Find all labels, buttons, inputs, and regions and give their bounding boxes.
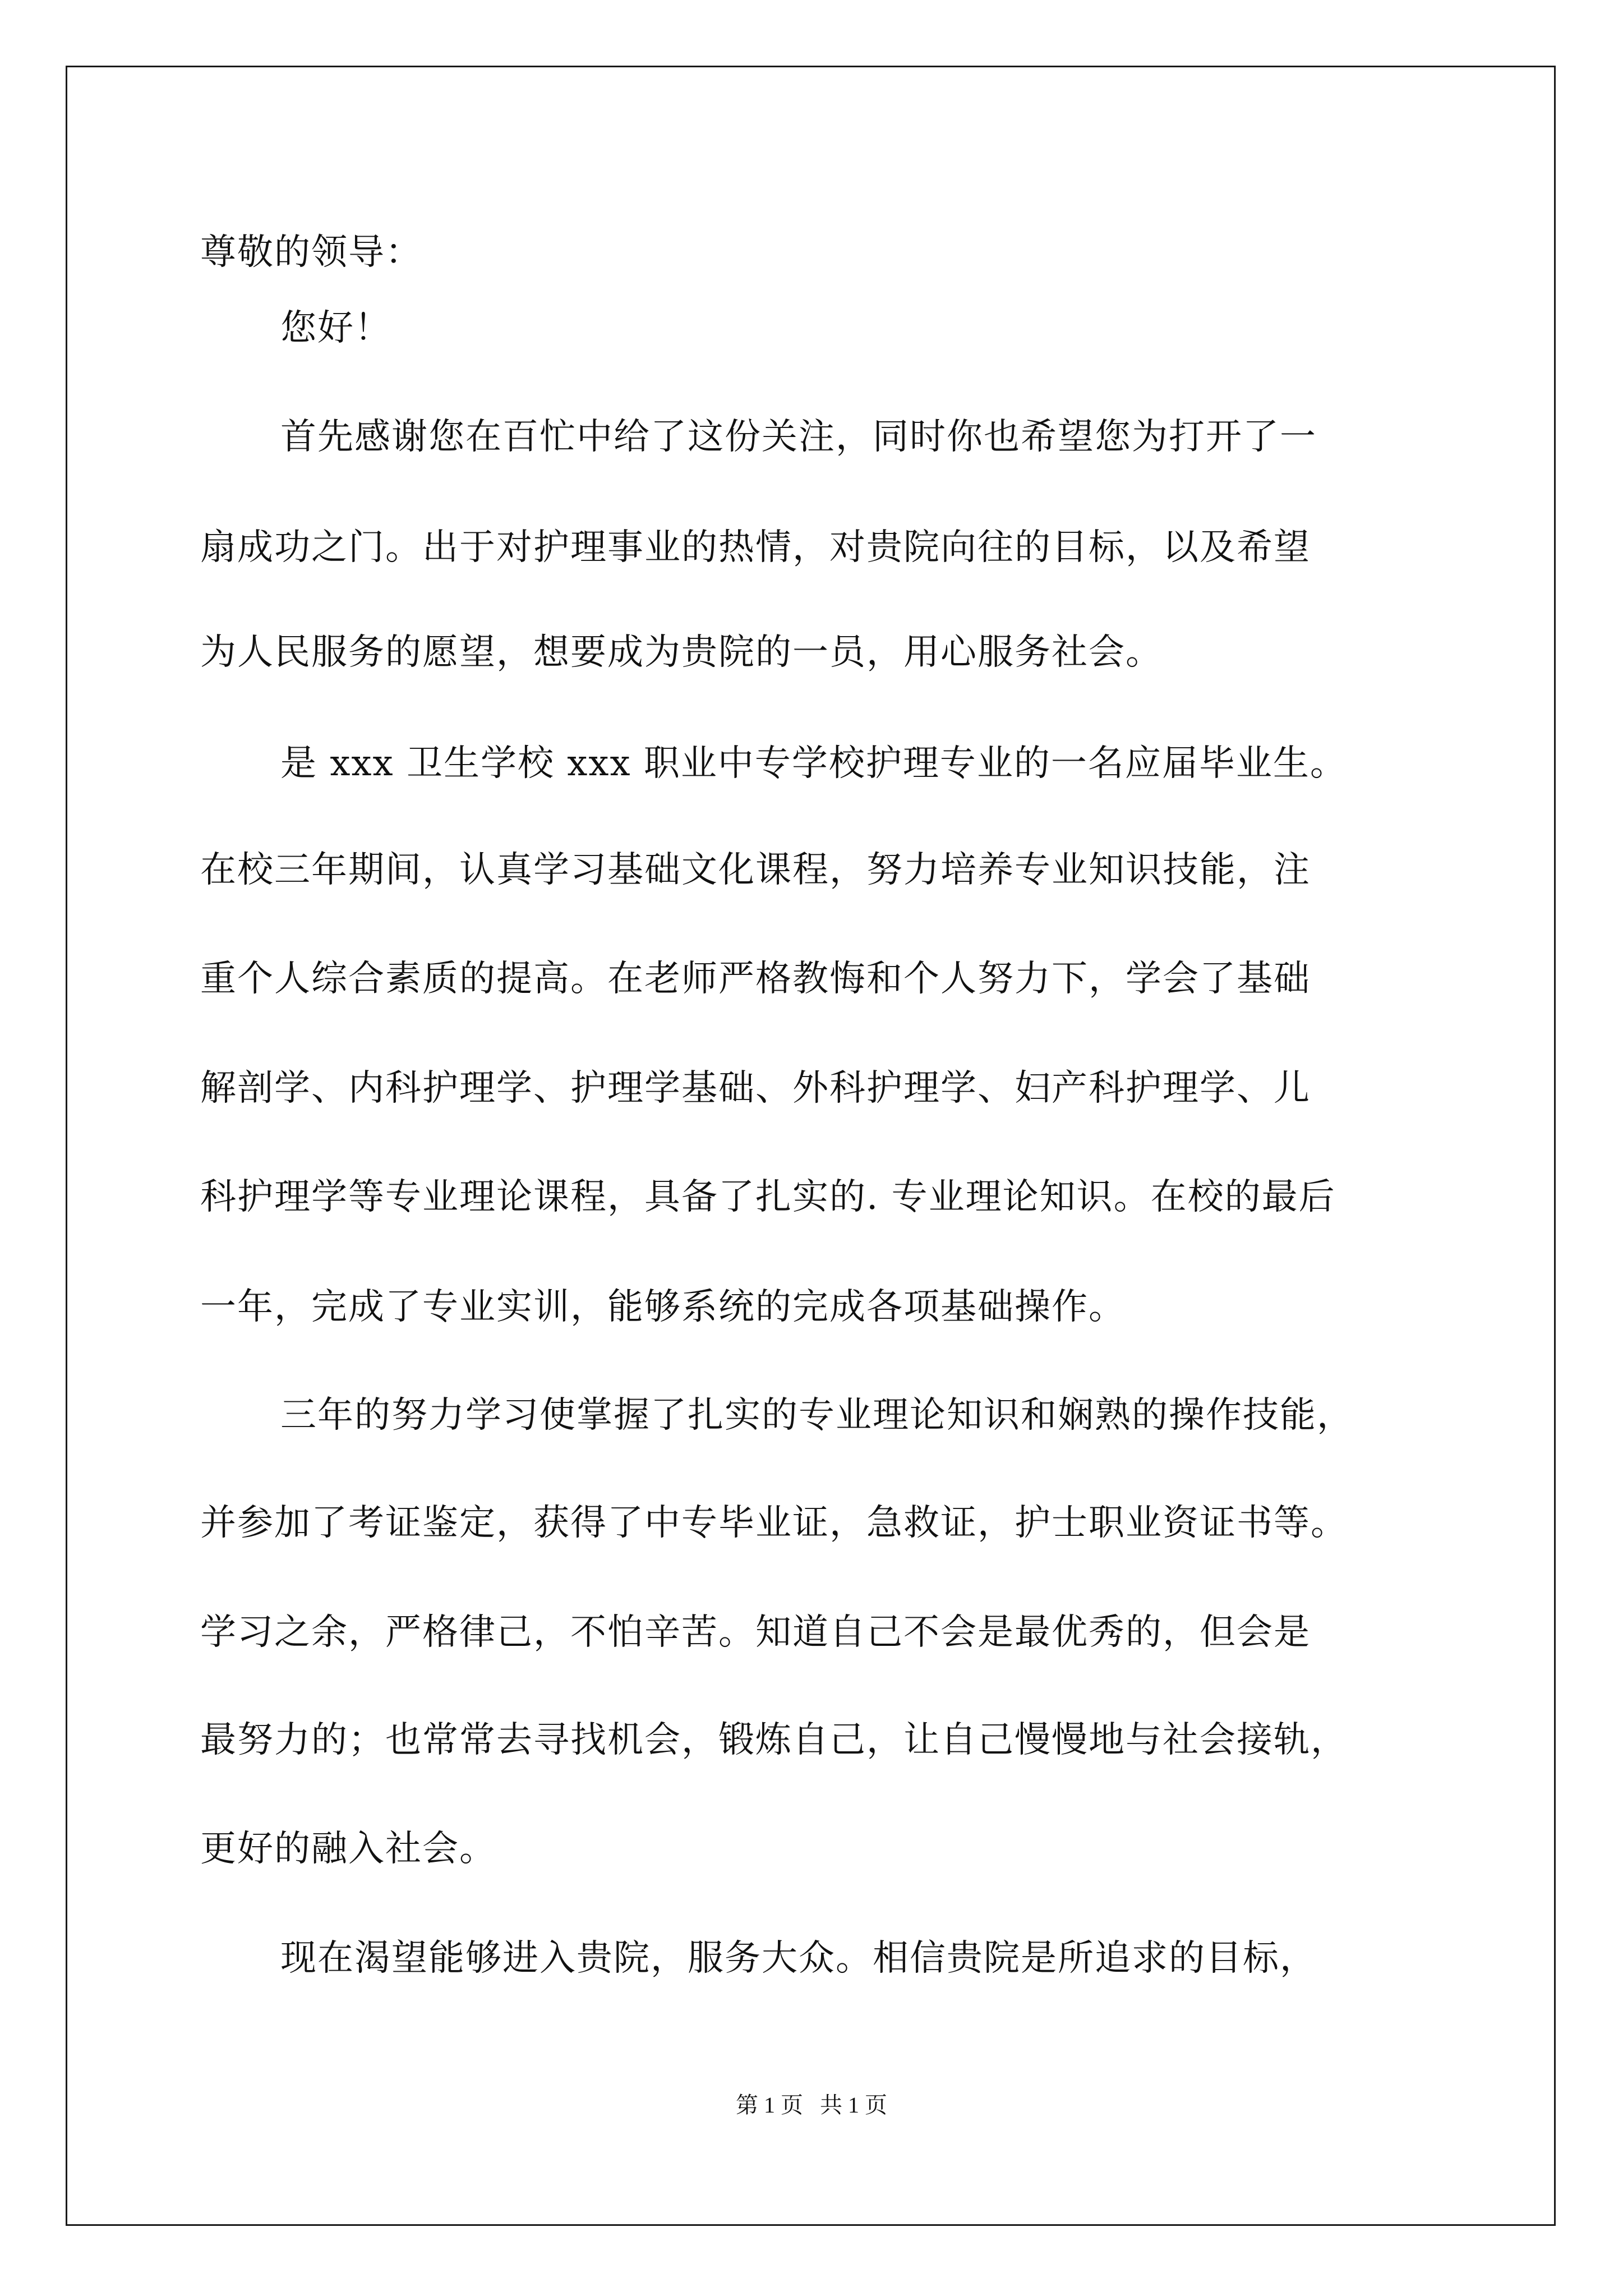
text-line: 重个人综合素质的提高。在老师严格教悔和个人努力下，学会了基础 [200,958,1311,1000]
text-line: 扇成功之门。出于对护理事业的热情，对贵院向往的目标，以及希望 [200,527,1311,568]
page-border [66,66,1556,2226]
text-line: 更好的融入社会。 [200,1828,496,1870]
text-line: 是 xxx 卫生学校 xxx 职业中专学校护理专业的一名应届毕业生。 [280,743,1347,784]
text-line: 学习之余，严格律己，不怕辛苦。知道自己不会是最优秀的，但会是 [200,1612,1311,1653]
salutation: 尊敬的领导： [200,232,422,273]
text-line: 最努力的；也常常去寻找机会，锻炼自己，让自己慢慢地与社会接轨， [200,1719,1348,1761]
text-line: 现在渴望能够进入贵院，服务大众。相信贵院是所追求的目标， [280,1938,1317,1979]
page-footer [0,2088,1623,2122]
text-line: 在校三年期间，认真学习基础文化课程，努力培养专业知识技能，注 [200,849,1311,891]
text-line: 并参加了考证鉴定，获得了中专毕业证，急救证，护士职业资证书等。 [200,1502,1348,1544]
text-line: 一年，完成了专业实训，能够系统的完成各项基础操作。 [200,1286,1126,1328]
text-line: 科护理学等专业理论课程，具备了扎实的. 专业理论知识。在校的最后 [200,1176,1336,1218]
text-line: 解剖学、内科护理学、护理学基础、外科护理学、妇产科护理学、儿 [200,1068,1311,1109]
page-number: 第 1 页 [736,2092,803,2118]
text-line: 首先感谢您在百忙中给了这份关注，同时你也希望您为打开了一 [280,416,1317,458]
greeting: 您好！ [280,307,391,349]
page-total: 共 1 页 [820,2092,887,2118]
text-line: 为人民服务的愿望，想要成为贵院的一员，用心服务社会。 [200,632,1163,673]
text-line: 三年的努力学习使掌握了扎实的专业理论知识和娴熟的操作技能， [280,1395,1354,1436]
